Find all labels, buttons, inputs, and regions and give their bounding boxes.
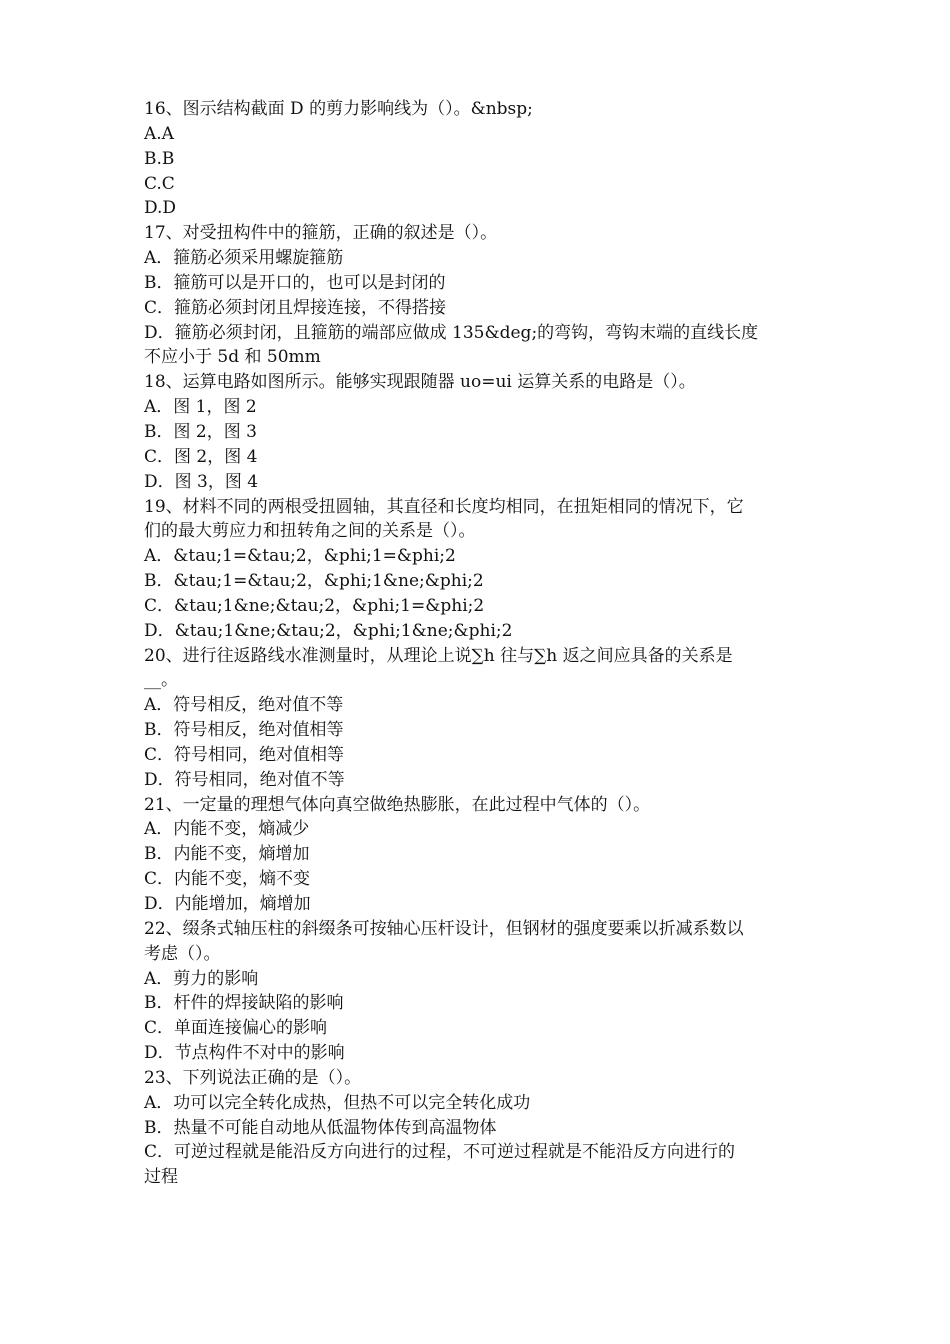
option-d: D.D: [144, 198, 177, 219]
option-a: A.A: [144, 123, 174, 144]
question-20: [144, 644, 816, 793]
question-17: [144, 221, 816, 370]
question-stem: 23、下列说法正确的是（）。: [144, 1067, 362, 1088]
option-c: C．内能不变，熵不变: [144, 869, 311, 890]
option-a: A．箍筋必须采用螺旋箍筋: [144, 248, 344, 269]
question-stem: 22、缀条式轴压柱的斜缀条可按轴心压杆设计，但钢材的强度要乘以折减系数以 考虑（）。: [144, 918, 744, 964]
option-d: D．节点构件不对中的影响: [144, 1043, 345, 1064]
document-page: [144, 97, 816, 1190]
option-d: D．内能增加，熵增加: [144, 894, 311, 914]
question-16: [144, 97, 816, 221]
option-a: A．内能不变，熵减少: [144, 819, 310, 840]
option-d: D．&tau;1&ne;&tau;2，&phi;1&ne;&phi;2: [144, 620, 513, 641]
question-18: [144, 370, 816, 494]
option-d: D．符号相同，绝对值不等: [144, 769, 345, 790]
option-d: D．箍筋必须封闭，且箍筋的端部应做成 135&deg;的弯钩，弯钩末端的直线长度 不应小于 5d 和 50mm: [144, 322, 759, 368]
option-a: A．图 1，图 2: [144, 397, 257, 418]
option-c: C．图 2，图 4: [144, 446, 258, 467]
option-c: C．可逆过程就是能沿反方向进行的过程，不可逆过程就是不能沿反方向进行的 过程: [144, 1142, 736, 1188]
option-a: A．符号相反，绝对值不等: [144, 695, 344, 716]
question-22: [144, 917, 816, 1066]
option-a: A．&tau;1=&tau;2，&phi;1=&phi;2: [144, 546, 456, 567]
option-c: C．&tau;1&ne;&tau;2，&phi;1=&phi;2: [144, 595, 485, 616]
option-c: C.C: [144, 173, 175, 194]
option-b: B．热量不可能自动地从低温物体传到高温物体: [144, 1117, 497, 1138]
option-c: C．箍筋必须封闭且焊接连接，不得搭接: [144, 297, 447, 318]
question-23: [144, 1066, 816, 1190]
option-c: C．单面连接偏心的影响: [144, 1018, 328, 1039]
question-stem: 20、进行往返路线水准测量时，从理论上说∑h 往与∑h 返之间应具备的关系是 __。: [144, 645, 733, 691]
option-a: A．剪力的影响: [144, 968, 259, 989]
question-21: [144, 793, 816, 917]
question-stem: 19、材料不同的两根受扭圆轴，其直径和长度均相同，在扭矩相同的情况下，它 们的最大剪应力和扭转角之间的关系是（）。: [144, 496, 744, 542]
option-b: B．内能不变，熵增加: [144, 844, 310, 865]
option-b: B．箍筋可以是开口的，也可以是封闭的: [144, 272, 446, 293]
option-a: A．功可以完全转化成热，但热不可以完全转化成功: [144, 1092, 531, 1113]
option-b: B．符号相反，绝对值相等: [144, 720, 344, 741]
question-stem: 16、图示结构截面 D 的剪力影响线为（）。&nbsp;: [144, 99, 533, 119]
option-b: B．图 2，图 3: [144, 421, 257, 442]
option-b: B．&tau;1=&tau;2，&phi;1&ne;&phi;2: [144, 571, 484, 592]
option-c: C．符号相同，绝对值相等: [144, 744, 345, 765]
question-19: [144, 495, 816, 644]
question-stem: 17、对受扭构件中的箍筋，正确的叙述是（）。: [144, 223, 498, 244]
question-stem: 21、一定量的理想气体向真空做绝热膨胀，在此过程中气体的（）。: [144, 794, 651, 815]
option-d: D．图 3，图 4: [144, 471, 259, 492]
question-stem: 18、运算电路如图所示。能够实现跟随器 uo=ui 运算关系的电路是（）。: [144, 372, 696, 393]
option-b: B．杆件的焊接缺陷的影响: [144, 993, 344, 1014]
option-b: B.B: [144, 148, 175, 169]
